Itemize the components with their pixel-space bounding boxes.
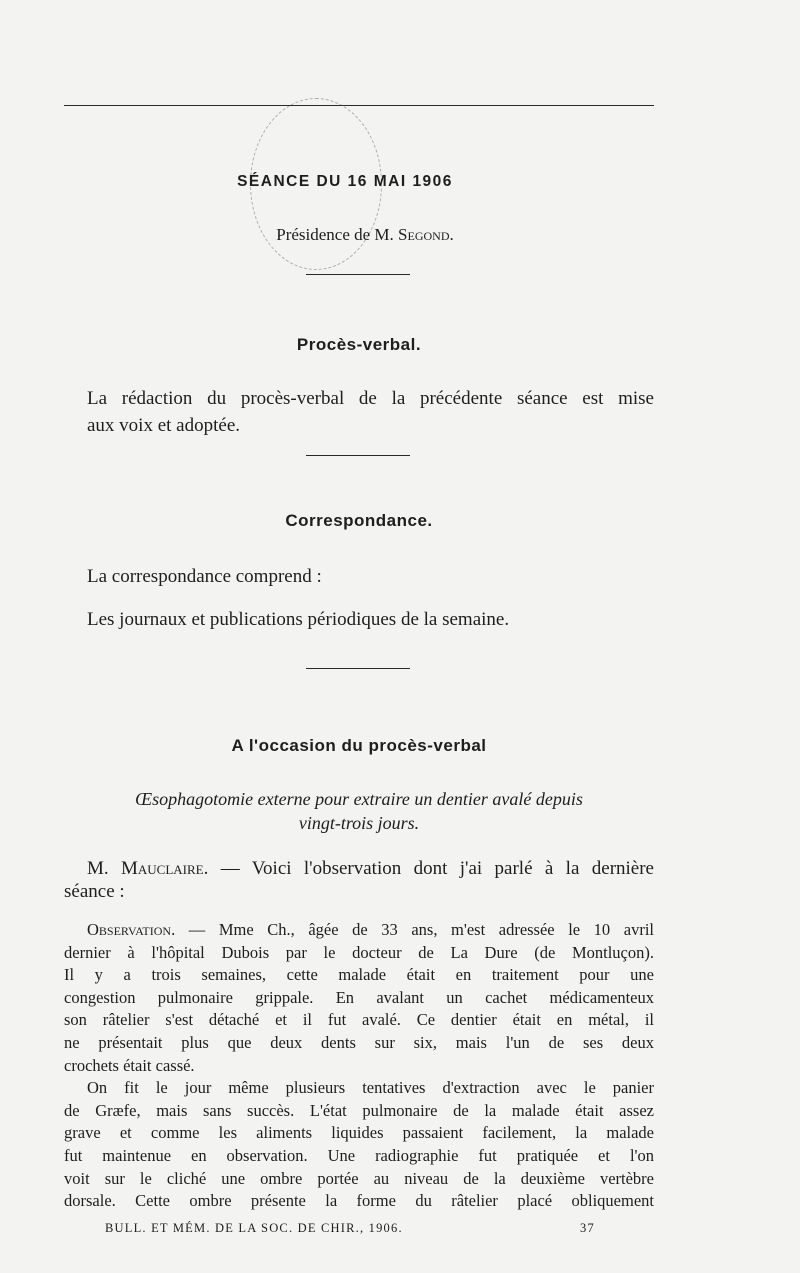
intro-text: — Voici l'observation dont j'ai parlé à la dernière xyxy=(208,858,654,879)
occasion-heading: A l'occasion du procès-verbal xyxy=(231,736,487,755)
observation-line-12: voit sur le cliché une ombre portée au niveau de la deuxième vertèbre xyxy=(64,1168,654,1188)
section-rule-1 xyxy=(306,274,410,275)
proces-verbal-heading: Procès-verbal. xyxy=(296,335,422,354)
observation-text: — Mme Ch., âgée de 33 ans, m'est adressée le 10 avril xyxy=(175,920,654,939)
page-number: 37 xyxy=(580,1221,595,1235)
observation-line-2: dernier à l'hôpital Dubois par le docteur de La Dure (de Montluçon). xyxy=(64,942,654,962)
observation-label: Observation. xyxy=(87,920,176,939)
correspondance-line-2: Les journaux et publications périodiques de la semaine. xyxy=(87,609,510,630)
observation-line-7: crochets était cassé. xyxy=(64,1055,195,1075)
footer-journal: BULL. ET MÉM. DE LA SOC. DE CHIR., 1906. xyxy=(105,1221,403,1235)
proces-verbal-line-2: aux voix et adoptée. xyxy=(87,415,241,436)
observation-line-10: grave et comme les aliments liquides passaient facilement, la malade xyxy=(64,1123,654,1143)
correspondance-line-1: La correspondance comprend : xyxy=(87,566,322,587)
presidency-prefix: Présidence de M. xyxy=(276,225,399,244)
observation-line-8: On fit le jour même plusieurs tentatives d'extraction avec le panier xyxy=(87,1078,654,1098)
observation-line-1 xyxy=(87,919,654,942)
observation-line-9: de Græfe, mais sans succès. L'état pulmonaire de la malade était assez xyxy=(64,1100,654,1120)
observation-line-3: Il y a trois semaines, cette malade était en traitement pour une xyxy=(64,965,654,985)
intro-line-2: séance : xyxy=(64,881,125,902)
section-rule-3 xyxy=(306,668,410,669)
presidency-line xyxy=(0,221,730,248)
observation-line-5: son râtelier s'est détaché et il fut avalé. Ce dentier était en métal, il xyxy=(64,1010,654,1030)
correspondance-heading: Correspondance. xyxy=(285,511,433,530)
president-name: Segond. xyxy=(398,225,454,244)
observation-line-13: dorsale. Cette ombre présente la forme du râtelier placé obliquement xyxy=(64,1191,654,1211)
section-rule-2 xyxy=(306,455,410,456)
intro-speaker: M. Mauclaire. xyxy=(87,858,209,879)
subtitle-line-2: vingt-trois jours. xyxy=(298,813,420,833)
observation-line-6: ne présentait plus que deux dents sur six, mais l'un de ses deux xyxy=(64,1033,654,1052)
observation-line-4: congestion pulmonaire grippale. En avalant un cachet médicamenteux xyxy=(64,987,654,1007)
session-title: SÉANCE DU 16 MAI 1906 xyxy=(237,173,453,190)
proces-verbal-line-1: La rédaction du procès-verbal de la précédente séance est mise xyxy=(87,388,654,409)
observation-line-11: fut maintenue en observation. Une radiographie fut pratiquée et l'on xyxy=(64,1146,654,1165)
subtitle-line-1: Œsophagotomie externe pour extraire un dentier avalé depuis xyxy=(135,789,583,809)
top-rule xyxy=(64,105,654,106)
